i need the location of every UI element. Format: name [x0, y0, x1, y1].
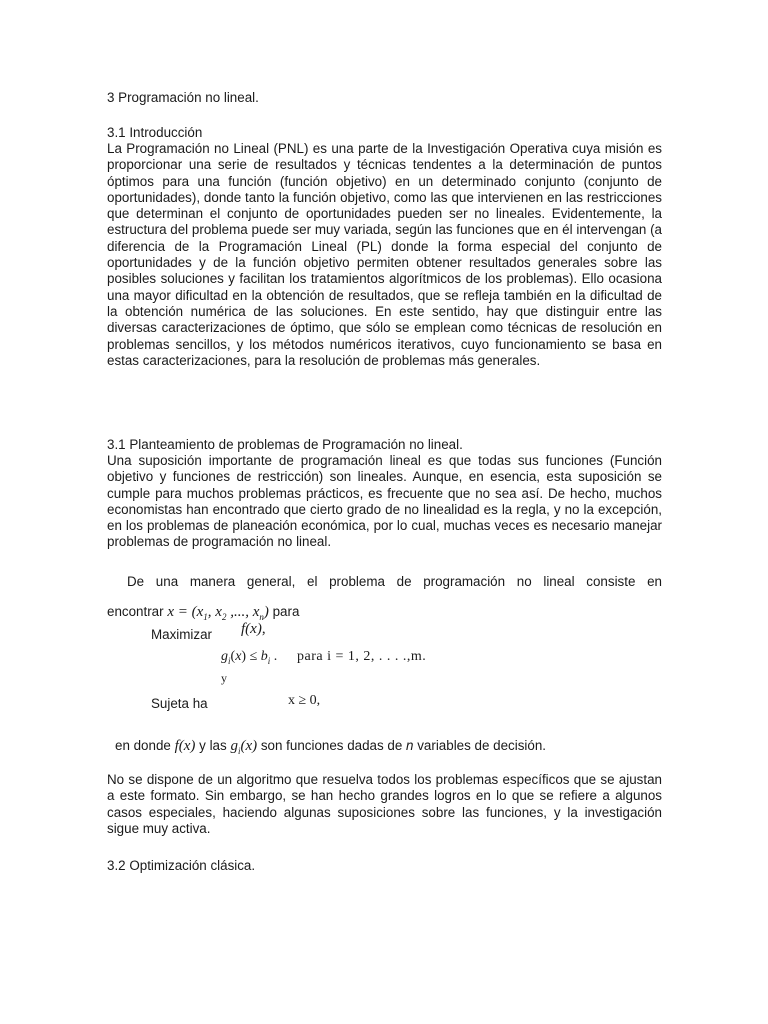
- gi-inline: $g_i(x)$: [230, 738, 258, 756]
- maximizar-label: Maximizar: [151, 627, 213, 642]
- chapter-heading: 3 Programación no lineal.: [107, 90, 259, 105]
- section-heading-optimizacion: 3.2 Optimización clásica.: [107, 858, 256, 873]
- fx-comma: ,: [261, 621, 266, 637]
- intro-paragraph: La Programación no Lineal (PNL) es una parte de la Investigación Operativa cuya misión es proporcionar una serie de resultados y técnicas tendentes a la determinación de puntos óptimos para una función (función objetivo) en un determinado conjunto (conjunto de oportunidades), donde tanto la función objetivo, como las que intervienen en las restricciones que determinan el conjunto de oportunidades pueden ser no lineales. Evidentemente, la estructura del problema puede ser muy variada, según las funciones que en él intervengan (a diferencia de la Programación Lineal (PL) donde la forma especial del conjunto de oportunidades y de la función objetivo permiten obtener resultados generales sobre las posibles soluciones y facilitan los tratamientos algorítmicos de los problemas). Ello ocasiona una mayor dificultad en la obtención de resultados, que se refleja también en la dificultad de la obtención numérica de las soluciones. En este sentido, hay que distinguir entre las diversas caracterizaciones de óptimo, que sólo se emplean como técnicas de resolución en problemas sencillos, y los métodos numéricos iterativos, cuyo funcionamiento se basa en estas caracterizaciones, para la resolución de problemas más generales.: [107, 141, 662, 368]
- fx-formula: f(x): [241, 621, 262, 637]
- x-vector-formula: $x = (x_1$, $x_2$ ,..., $x_n$): [167, 604, 269, 622]
- planteamiento-paragraph: Una suposición importante de programación lineal es que todas sus funciones (Función objetivo y funciones de restricción) son lineales. Aunque, en esencia, esta suposición se cumple para muchos problemas prácticos, es frecuente que no sea así. De hecho, muchos economistas han encontrado que cierto grado de no linealidad es la regla, y no la excepción, en los problemas de planeación económica, por lo cual, muchas veces es necesario manejar problemas de programación no lineal.: [107, 453, 662, 550]
- son-funciones-text: son funciones dadas de: [260, 738, 403, 753]
- general-problem-line: De una manera general, el problema de programación no lineal consiste en: [127, 574, 662, 589]
- section-heading-intro: 3.1 Introducción: [107, 125, 203, 140]
- para-text: para: [272, 604, 300, 619]
- variables-text: variables de decisión.: [417, 738, 547, 753]
- encontrar-text: encontrar: [107, 604, 164, 619]
- constraint-index-range: para i = 1, 2, . . . .,m.: [297, 649, 427, 664]
- section-heading-planteamiento: 3.1 Planteamiento de problemas de Programación no lineal.: [107, 437, 463, 452]
- nonnegativity-constraint: x ≥ 0,: [288, 693, 321, 708]
- objective-function: [241, 621, 266, 638]
- definitions-line: [115, 738, 546, 756]
- closing-paragraph: No se dispone de un algoritmo que resuelva todos los problemas específicos que se ajustan a este formato. Sin embargo, se han hecho grandes logros en lo que se refiere a algunos casos especiales, haciendo algunas suposiciones sobre las funciones, y la investigación sigue muy activa.: [107, 772, 662, 836]
- sujeta-label: Sujeta ha: [151, 696, 208, 711]
- en-donde-text: en donde: [115, 738, 171, 753]
- constraint-formula: $g_i(x) \le b_i$ .: [221, 649, 278, 666]
- fx-inline: f(x): [174, 738, 196, 754]
- y-las-text: y las: [199, 738, 227, 753]
- n-variable: n: [406, 738, 414, 753]
- encontrar-line: [107, 604, 299, 622]
- y-connector: y: [221, 671, 227, 685]
